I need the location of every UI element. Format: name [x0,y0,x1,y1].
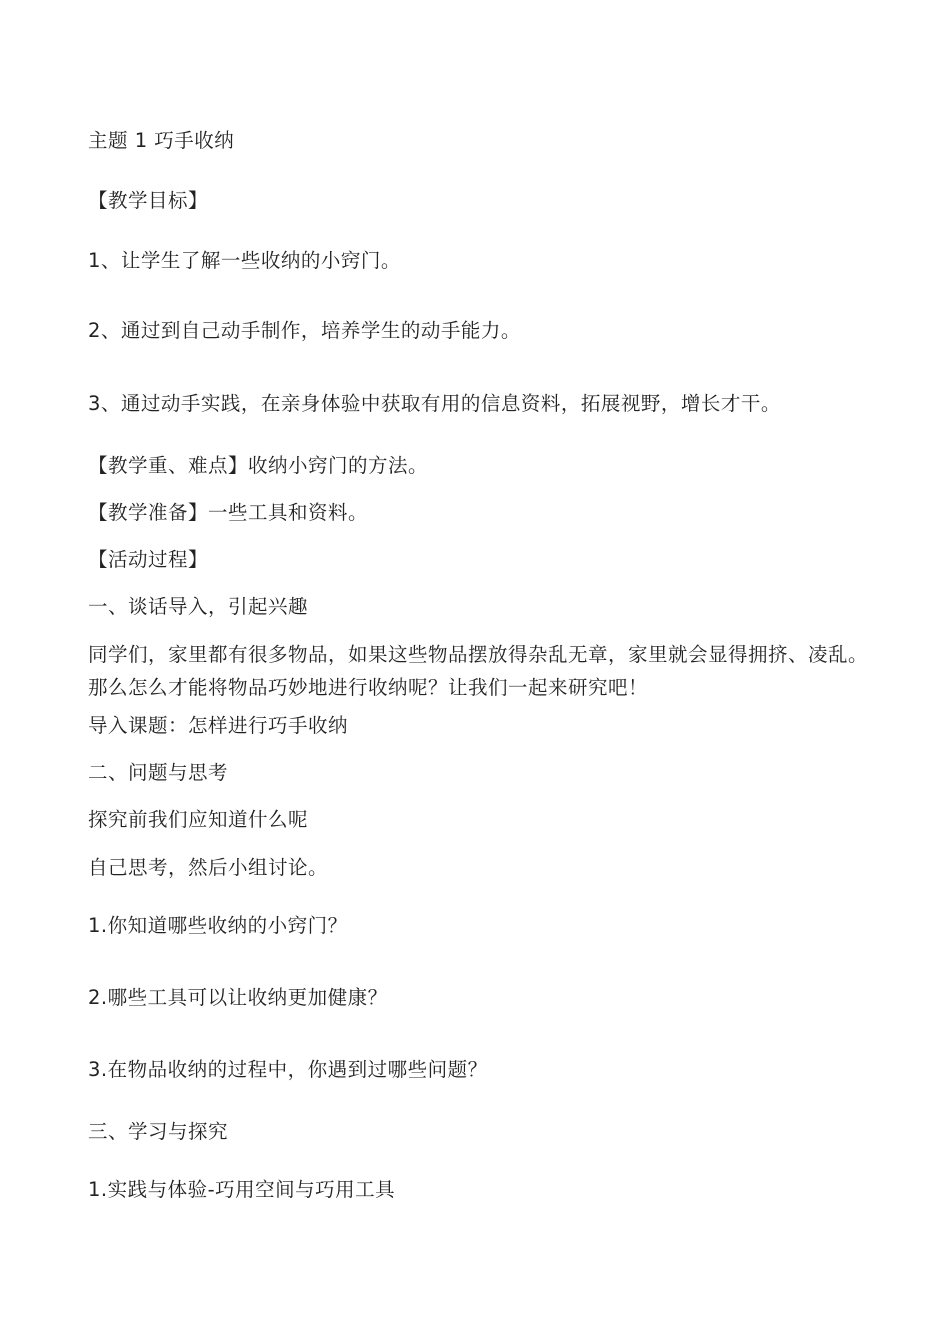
question-3: 3.在物品收纳的过程中，你遇到过哪些问题？ [88,1058,488,1081]
process-heading: 【活动过程】 [88,548,209,571]
section2-line2: 自己思考，然后小组讨论。 [88,856,329,879]
document-title: 主题 1 巧手收纳 [88,129,235,152]
section1-intro: 导入课题：怎样进行巧手收纳 [88,714,349,737]
question-1: 1.你知道哪些收纳的小窍门？ [88,914,348,937]
objective-item-2: 2、通过到自己动手制作，培养学生的动手能力。 [88,319,521,342]
question-2: 2.哪些工具可以让收纳更加健康？ [88,986,388,1009]
objectives-heading: 【教学目标】 [88,189,209,212]
objective-item-3: 3、通过动手实践，在亲身体验中获取有用的信息资料，拓展视野，增长才干。 [88,392,781,415]
section1-heading: 一、谈话导入，引起兴趣 [88,595,309,618]
section2-heading: 二、问题与思考 [88,761,229,784]
section2-line1: 探究前我们应知道什么呢 [88,808,309,831]
section3-heading: 三、学习与探究 [88,1120,229,1143]
section3-item-1: 1.实践与体验-巧用空间与巧用工具 [88,1178,396,1201]
section1-paragraph: 同学们，家里都有很多物品，如果这些物品摆放得杂乱无章，家里就会显得拥挤、凌乱。那么怎么才能将物品巧妙地进行收纳呢？让我们一起来研究吧！ [88,643,869,699]
objective-item-1: 1、让学生了解一些收纳的小窍门。 [88,249,401,272]
preparation: 【教学准备】一些工具和资料。 [88,501,369,524]
key-points: 【教学重、难点】收纳小窍门的方法。 [88,454,429,477]
